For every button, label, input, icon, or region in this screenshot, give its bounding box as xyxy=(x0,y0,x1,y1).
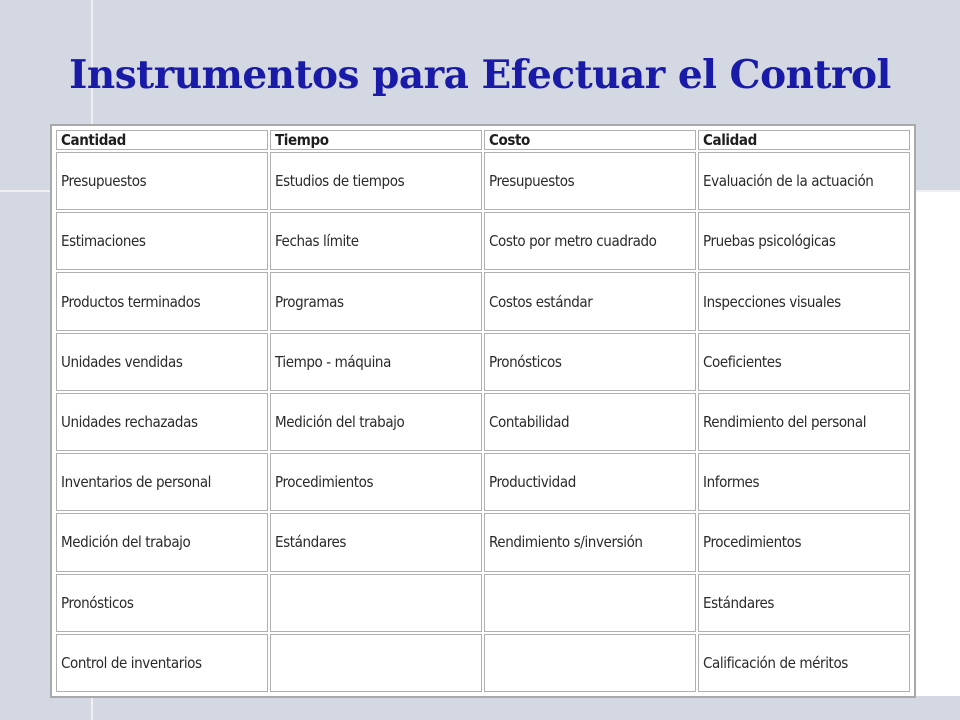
instruments-table xyxy=(54,128,912,694)
table-cell: Procedimientos xyxy=(270,453,482,511)
table-cell-empty xyxy=(484,574,696,632)
table-cell: Contabilidad xyxy=(484,393,696,451)
slide-title: Instrumentos para Efectuar el Control xyxy=(69,52,891,98)
table-cell-empty xyxy=(270,574,482,632)
table-cell: Inspecciones visuales xyxy=(698,272,910,330)
table-cell: Pruebas psicológicas xyxy=(698,212,910,270)
table-row xyxy=(56,453,910,511)
background-band-bottom xyxy=(0,696,960,720)
table-cell: Unidades vendidas xyxy=(56,333,268,391)
table-cell: Coeficientes xyxy=(698,333,910,391)
table-cell: Control de inventarios xyxy=(56,634,268,692)
table-cell: Fechas límite xyxy=(270,212,482,270)
table-cell: Medición del trabajo xyxy=(270,393,482,451)
table-row xyxy=(56,152,910,210)
table-cell: Tiempo - máquina xyxy=(270,333,482,391)
table-cell: Presupuestos xyxy=(484,152,696,210)
table-cell: Unidades rechazadas xyxy=(56,393,268,451)
table-cell: Pronósticos xyxy=(484,333,696,391)
table-cell: Productividad xyxy=(484,453,696,511)
header-cantidad: Cantidad xyxy=(56,130,268,150)
table-cell: Estándares xyxy=(698,574,910,632)
table-cell: Estándares xyxy=(270,513,482,571)
table-header-row xyxy=(56,130,910,150)
table-cell-empty xyxy=(484,634,696,692)
table-row xyxy=(56,212,910,270)
table-cell: Calificación de méritos xyxy=(698,634,910,692)
table-cell: Costos estándar xyxy=(484,272,696,330)
table-cell: Costo por metro cuadrado xyxy=(484,212,696,270)
table-cell: Inventarios de personal xyxy=(56,453,268,511)
table-cell: Pronósticos xyxy=(56,574,268,632)
header-costo: Costo xyxy=(484,130,696,150)
table-cell: Informes xyxy=(698,453,910,511)
instruments-table-frame xyxy=(50,124,916,698)
table-cell: Rendimiento s/inversión xyxy=(484,513,696,571)
table-row xyxy=(56,513,910,571)
header-calidad: Calidad xyxy=(698,130,910,150)
table-cell: Evaluación de la actuación xyxy=(698,152,910,210)
table-row xyxy=(56,333,910,391)
table-cell: Rendimiento del personal xyxy=(698,393,910,451)
table-cell: Programas xyxy=(270,272,482,330)
table-row xyxy=(56,272,910,330)
table-cell: Productos terminados xyxy=(56,272,268,330)
table-cell: Presupuestos xyxy=(56,152,268,210)
table-cell: Medición del trabajo xyxy=(56,513,268,571)
table-cell: Procedimientos xyxy=(698,513,910,571)
table-row xyxy=(56,393,910,451)
table-row xyxy=(56,634,910,692)
header-tiempo: Tiempo xyxy=(270,130,482,150)
table-cell-empty xyxy=(270,634,482,692)
table-cell: Estimaciones xyxy=(56,212,268,270)
table-row xyxy=(56,574,910,632)
table-cell: Estudios de tiempos xyxy=(270,152,482,210)
